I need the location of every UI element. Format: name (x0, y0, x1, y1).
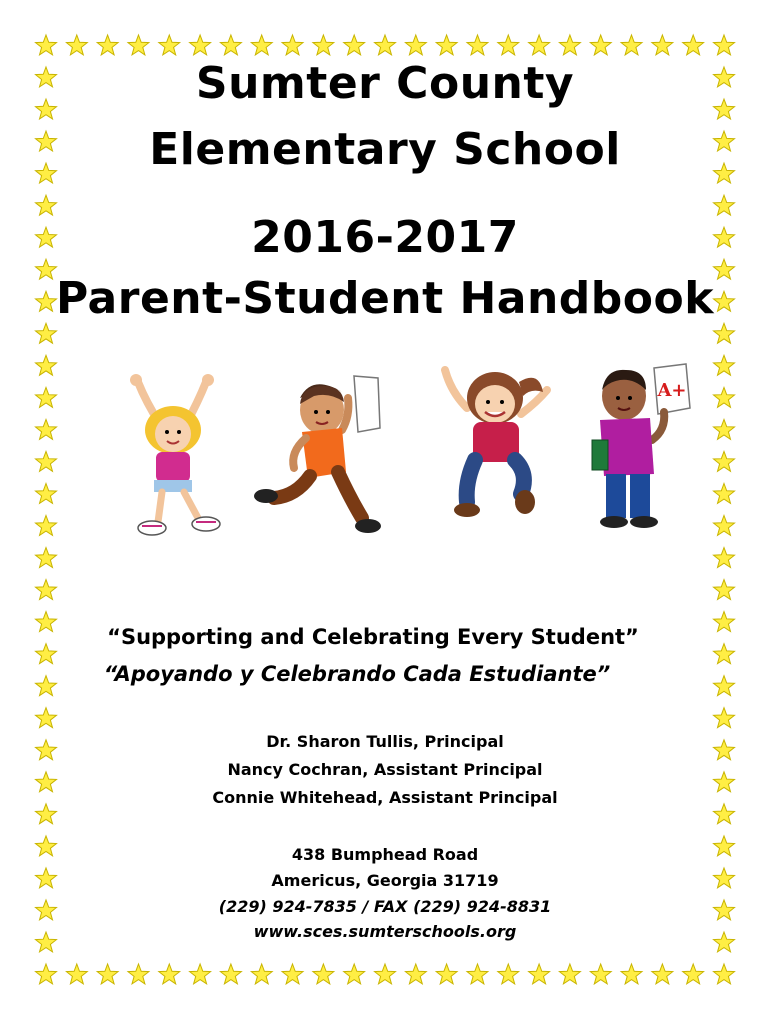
star-icon (714, 35, 735, 55)
star-icon (714, 964, 735, 984)
star-icon (66, 964, 87, 984)
star-icon (405, 964, 426, 984)
star-icon (714, 484, 735, 504)
star-icon (251, 964, 272, 984)
star-icon (97, 964, 118, 984)
star-icon (344, 35, 365, 55)
boy-with-a-plus-paper-illustration (582, 362, 697, 530)
school-year: 2016-2017 (251, 212, 519, 263)
star-icon (529, 964, 550, 984)
star-icon (159, 35, 180, 55)
star-icon (436, 35, 457, 55)
star-icon (190, 964, 211, 984)
star-icon (714, 708, 735, 728)
star-icon (282, 35, 303, 55)
star-icon (714, 451, 735, 471)
star-icon (251, 35, 272, 55)
boy-running-illustration (250, 368, 390, 548)
star-icon (36, 451, 57, 471)
star-icon (375, 964, 396, 984)
star-icon (652, 35, 673, 55)
star-icon (36, 708, 57, 728)
motto-english: “Supporting and Celebrating Every Student” (107, 625, 639, 649)
star-icon (436, 964, 457, 984)
star-icon (714, 323, 735, 343)
star-icon (621, 35, 642, 55)
star-icon (36, 964, 57, 984)
star-icon (714, 548, 735, 568)
star-icon (714, 387, 735, 407)
girl-cheering-illustration (118, 372, 230, 544)
assistant-principal-2: Connie Whitehead, Assistant Principal (212, 788, 558, 807)
star-icon (313, 35, 334, 55)
star-icon (128, 35, 149, 55)
star-icon (190, 35, 211, 55)
star-icon (159, 964, 180, 984)
handbook-title: Parent-Student Handbook (55, 273, 715, 324)
star-icon (36, 355, 57, 375)
star-icon (66, 35, 87, 55)
city-state-zip: Americus, Georgia 31719 (271, 871, 499, 890)
star-icon (498, 964, 519, 984)
star-icon (36, 516, 57, 536)
star-icon (36, 548, 57, 568)
star-icon (344, 964, 365, 984)
star-icon (467, 35, 488, 55)
phone-fax: (229) 924-7835 / FAX (229) 924-8831 (218, 897, 552, 916)
school-name-line2: Elementary School (149, 124, 621, 175)
school-name-line1: Sumter County (195, 58, 575, 109)
star-icon (36, 323, 57, 343)
motto-spanish: “Apoyando y Celebrando Cada Estudiante” (103, 662, 611, 686)
website-link[interactable]: www.sces.sumterschools.org (253, 922, 517, 941)
star-icon (282, 964, 303, 984)
girl-jumping-illustration (425, 362, 555, 524)
star-icon (36, 419, 57, 439)
star-icon (529, 35, 550, 55)
street-address: 438 Bumphead Road (291, 845, 479, 864)
a-plus-grade: A+ (657, 380, 687, 401)
star-icon (559, 964, 580, 984)
star-icon (467, 964, 488, 984)
star-icon (683, 35, 704, 55)
star-icon (621, 964, 642, 984)
star-icon (36, 195, 57, 215)
star-icon (36, 484, 57, 504)
star-icon (559, 35, 580, 55)
star-icon (220, 964, 241, 984)
star-icon (128, 964, 149, 984)
star-icon (220, 35, 241, 55)
star-icon (590, 964, 611, 984)
star-icon (714, 195, 735, 215)
assistant-principal-1: Nancy Cochran, Assistant Principal (227, 760, 543, 779)
star-icon (405, 35, 426, 55)
star-icon (36, 35, 57, 55)
star-icon (97, 35, 118, 55)
star-icon (36, 580, 57, 600)
star-icon (375, 35, 396, 55)
star-icon (714, 580, 735, 600)
star-icon (652, 964, 673, 984)
star-icon (714, 419, 735, 439)
star-icon (590, 35, 611, 55)
star-icon (498, 35, 519, 55)
star-icon (683, 964, 704, 984)
principal: Dr. Sharon Tullis, Principal (266, 732, 504, 751)
star-icon (313, 964, 334, 984)
star-icon (714, 355, 735, 375)
star-icon (714, 516, 735, 536)
star-icon (36, 387, 57, 407)
